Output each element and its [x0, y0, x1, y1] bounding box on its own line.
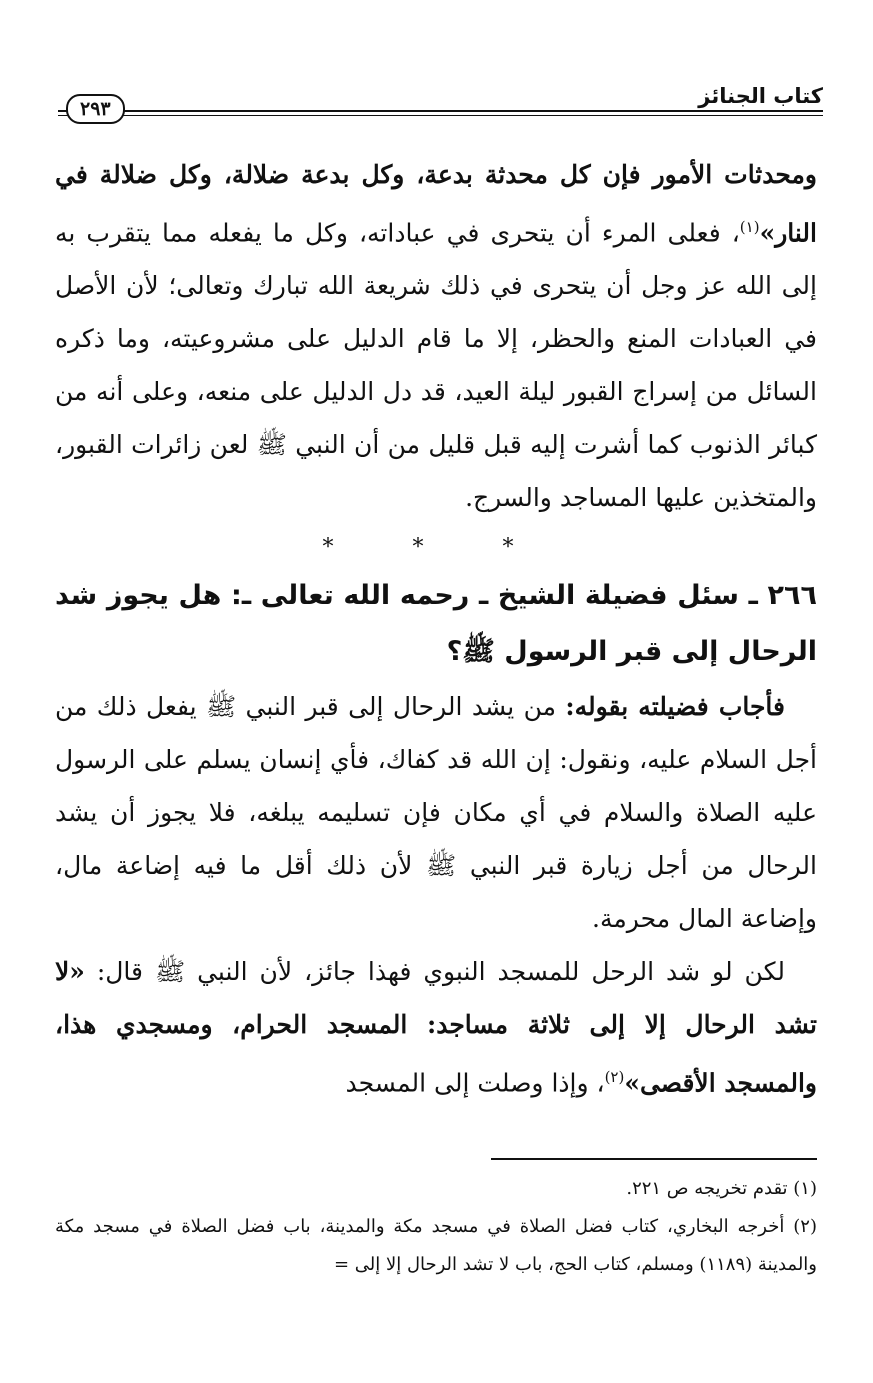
header-rule-thin	[58, 115, 823, 116]
section-separator: * * *	[322, 535, 550, 561]
page-header	[58, 82, 823, 130]
answer-text: من يشد الرحال إلى قبر النبي ﷺ يفعل ذلك من أجل السلام عليه، ونقول: إن الله قد كفاك، فأي إنسان يسلم على الرسول عليه الصلاة والسلام في أي مكان فإن تسليمه يبلغه، فلا يجوز أن يشد الرحال من أجل زيارة قبر النبي ﷺ لأن ذلك أقل ما فيه إضاعة مال، وإضاعة المال محرمة.	[55, 692, 817, 934]
footnote-ref-1: (١)	[739, 218, 760, 236]
chapter-title: كتاب الجنائز	[690, 82, 823, 110]
hadith-quote: «لا تشد الرحال إلا إلى ثلاثة مساجد: المسجد الحرام، ومسجدي هذا، والمسجد الأقصى»	[55, 957, 817, 1098]
footnote-divider	[491, 1158, 817, 1160]
question-266	[55, 568, 817, 680]
footnote-1: (١) تقدم تخريجه ص ٢٢١.	[626, 1178, 817, 1199]
paragraph-3-start: لكن لو شد الرحل للمسجد النبوي فهذا جائز، لأن النبي ﷺ قال:	[84, 957, 785, 987]
header-rule	[58, 110, 823, 112]
footnote-2: (٢) أخرجه البخاري، كتاب فضل الصلاة في مسجد مكة والمدينة، باب فضل الصلاة في مسجد مكة والمدينة (١١٨٩) ومسلم، كتاب الحج، باب لا تشد الرحال إلا إلى =	[55, 1216, 817, 1275]
paragraph-3-end: ، وإذا وصلت إلى المسجد	[345, 1068, 605, 1098]
question-number: ٢٦٦ ـ	[748, 580, 817, 612]
page-number: ٢٩٣	[66, 94, 125, 124]
paragraph-3	[55, 945, 817, 1109]
answer-lead: فأجاب فضيلته بقوله:	[565, 692, 785, 722]
footnote-ref-2: (٢)	[604, 1068, 625, 1087]
hadith-quote-end: ومحدثات الأمور فإن كل محدثة بدعة، وكل بدعة ضلالة، وكل ضلالة في النار»	[55, 160, 817, 248]
footnotes	[55, 1170, 817, 1284]
paragraph-1-text: ، فعلى المرء أن يتحرى في عباداته، وكل ما يفعله مما يتقرب به إلى الله عز وجل أن يتحرى في ذلك شريعة الله تبارك وتعالى؛ لأن الأصل في العبادات المنع والحظر، إلا ما قام الدليل على مشروعيته، وما ذكره السائل من إسراج القبور ليلة العيد، قد دل الدليل على منعه، وعلى أنه من كبائر الذنوب كما أشرت إليه قبل قليل من أن النبي ﷺ لعن زائرات القبور، والمتخذين عليها المساجد والسرج.	[55, 218, 817, 513]
question-text: سئل فضيلة الشيخ ـ رحمه الله تعالى ـ: هل يجوز شد الرحال إلى قبر الرسول ﷺ؟	[55, 580, 817, 668]
main-text	[55, 148, 817, 1110]
paragraph-1	[55, 148, 817, 524]
answer-paragraph	[55, 680, 817, 945]
